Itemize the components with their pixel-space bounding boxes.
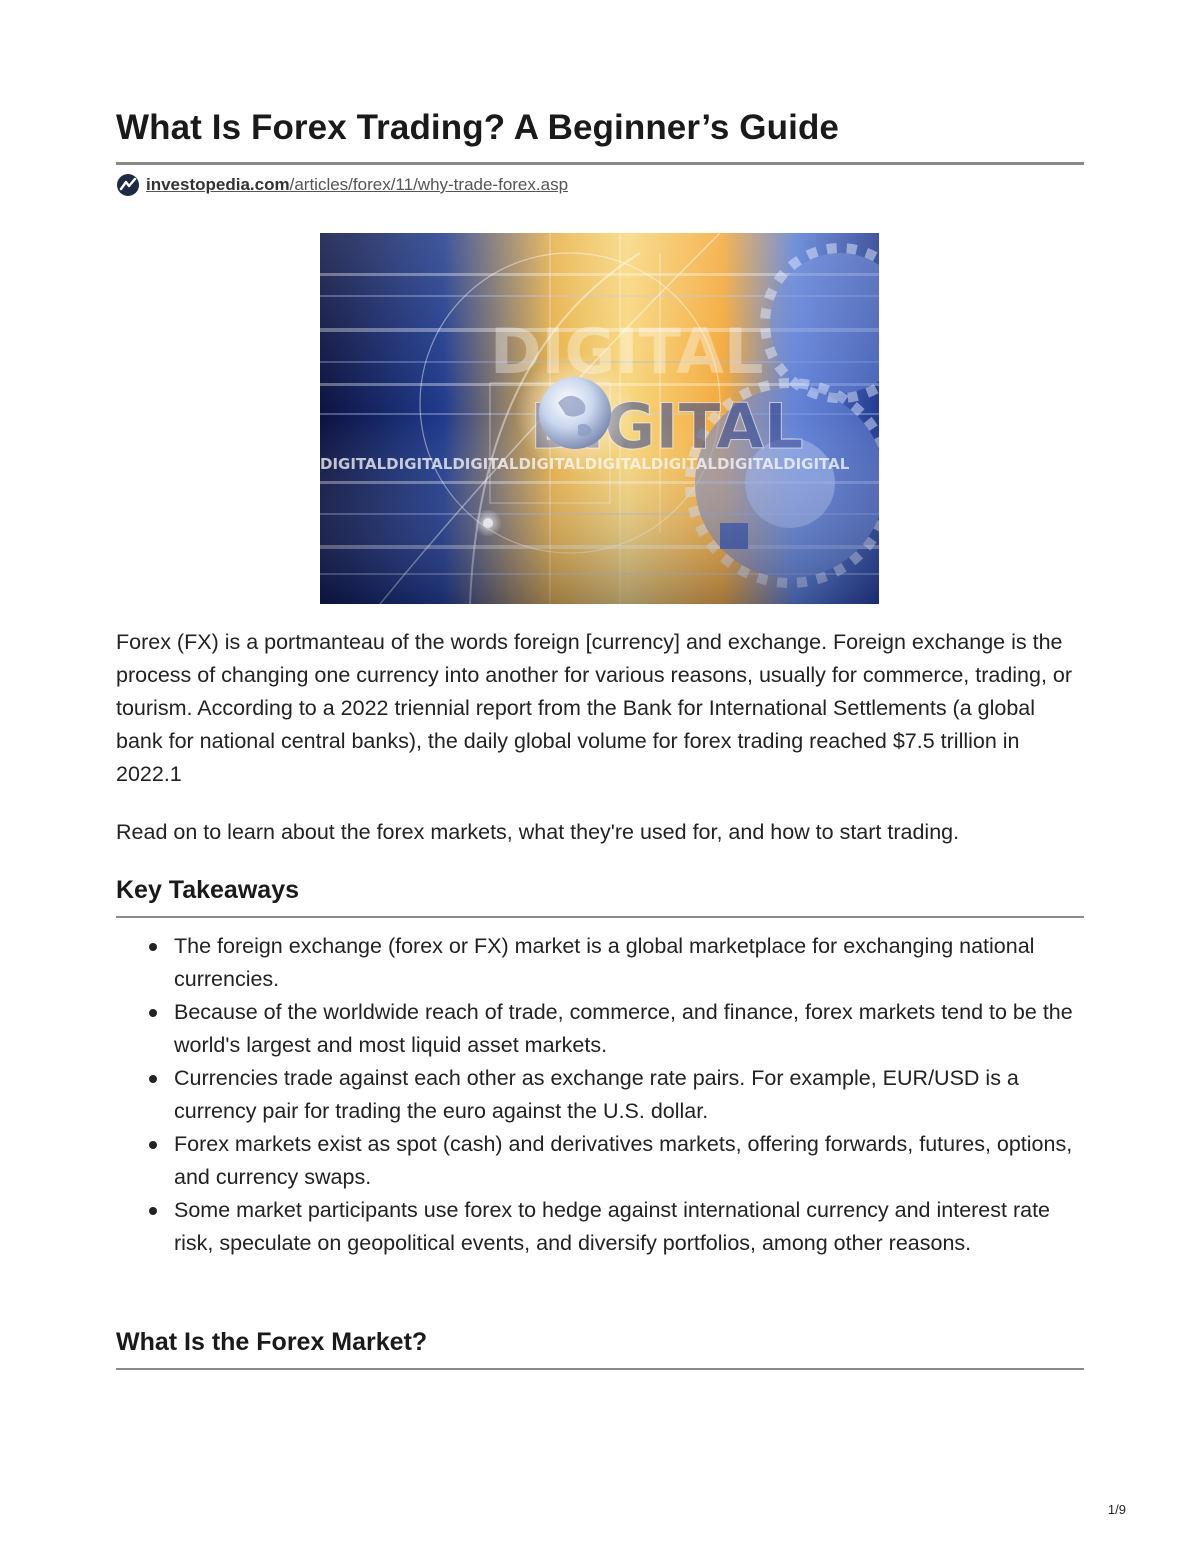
page-number: 1/9 bbox=[1107, 1502, 1126, 1517]
bullet-icon bbox=[149, 1141, 157, 1149]
list-item-text: Some market participants use forex to hedge against international currency and interest rate risk, speculate on geopolitical events, and diversify portfolios, among other reasons. bbox=[174, 1198, 1051, 1255]
read-on-paragraph: Read on to learn about the forex markets, what they're used for, and how to start trading. bbox=[116, 820, 960, 844]
bullet-icon bbox=[149, 943, 157, 951]
source-domain: investopedia.com bbox=[146, 175, 290, 194]
key-takeaways-list bbox=[116, 930, 1084, 1260]
page-title: What Is Forex Trading? A Beginner’s Guide bbox=[116, 108, 839, 147]
key-takeaways-divider bbox=[116, 916, 1084, 918]
list-item bbox=[116, 1194, 1084, 1260]
title-divider bbox=[116, 162, 1084, 165]
source-path: /articles/forex/11/why-trade-forex.asp bbox=[289, 175, 569, 194]
list-item-text: The foreign exchange (forex or FX) market is a global marketplace for exchanging national currencies. bbox=[174, 934, 1035, 991]
hero-image bbox=[320, 233, 879, 604]
list-item bbox=[116, 930, 1084, 996]
bullet-icon bbox=[149, 1009, 157, 1017]
source-url-link[interactable] bbox=[146, 175, 568, 195]
forex-market-divider bbox=[116, 1368, 1084, 1370]
list-item bbox=[116, 1062, 1084, 1128]
investopedia-logo-icon bbox=[116, 173, 140, 197]
list-item bbox=[116, 996, 1084, 1062]
source-link-row bbox=[116, 173, 568, 197]
list-item-text: Currencies trade against each other as exchange rate pairs. For example, EUR/USD is a currency pair for trading the euro against the U.S. dollar. bbox=[174, 1066, 1019, 1123]
bullet-icon bbox=[149, 1207, 157, 1215]
bullet-icon bbox=[149, 1075, 157, 1083]
forex-market-heading: What Is the Forex Market? bbox=[116, 1328, 428, 1356]
list-item bbox=[116, 1128, 1084, 1194]
list-item-text: Forex markets exist as spot (cash) and derivatives markets, offering forwards, futures, options, and currency swaps. bbox=[174, 1132, 1073, 1189]
key-takeaways-heading: Key Takeaways bbox=[116, 876, 299, 904]
intro-paragraph: Forex (FX) is a portmanteau of the words foreign [currency] and exchange. Foreign exchange is the process of changing one currency into another for various reasons, usually for commerce, trading, or tourism. According to a 2022 triennial report from the Bank for International Settlements (a global bank for national central banks), the daily global volume for forex trading reached $7.5 trillion in 2022.1 bbox=[116, 630, 1073, 786]
list-item-text: Because of the worldwide reach of trade, commerce, and finance, forex markets tend to be the world's largest and most liquid asset markets. bbox=[174, 1000, 1073, 1057]
